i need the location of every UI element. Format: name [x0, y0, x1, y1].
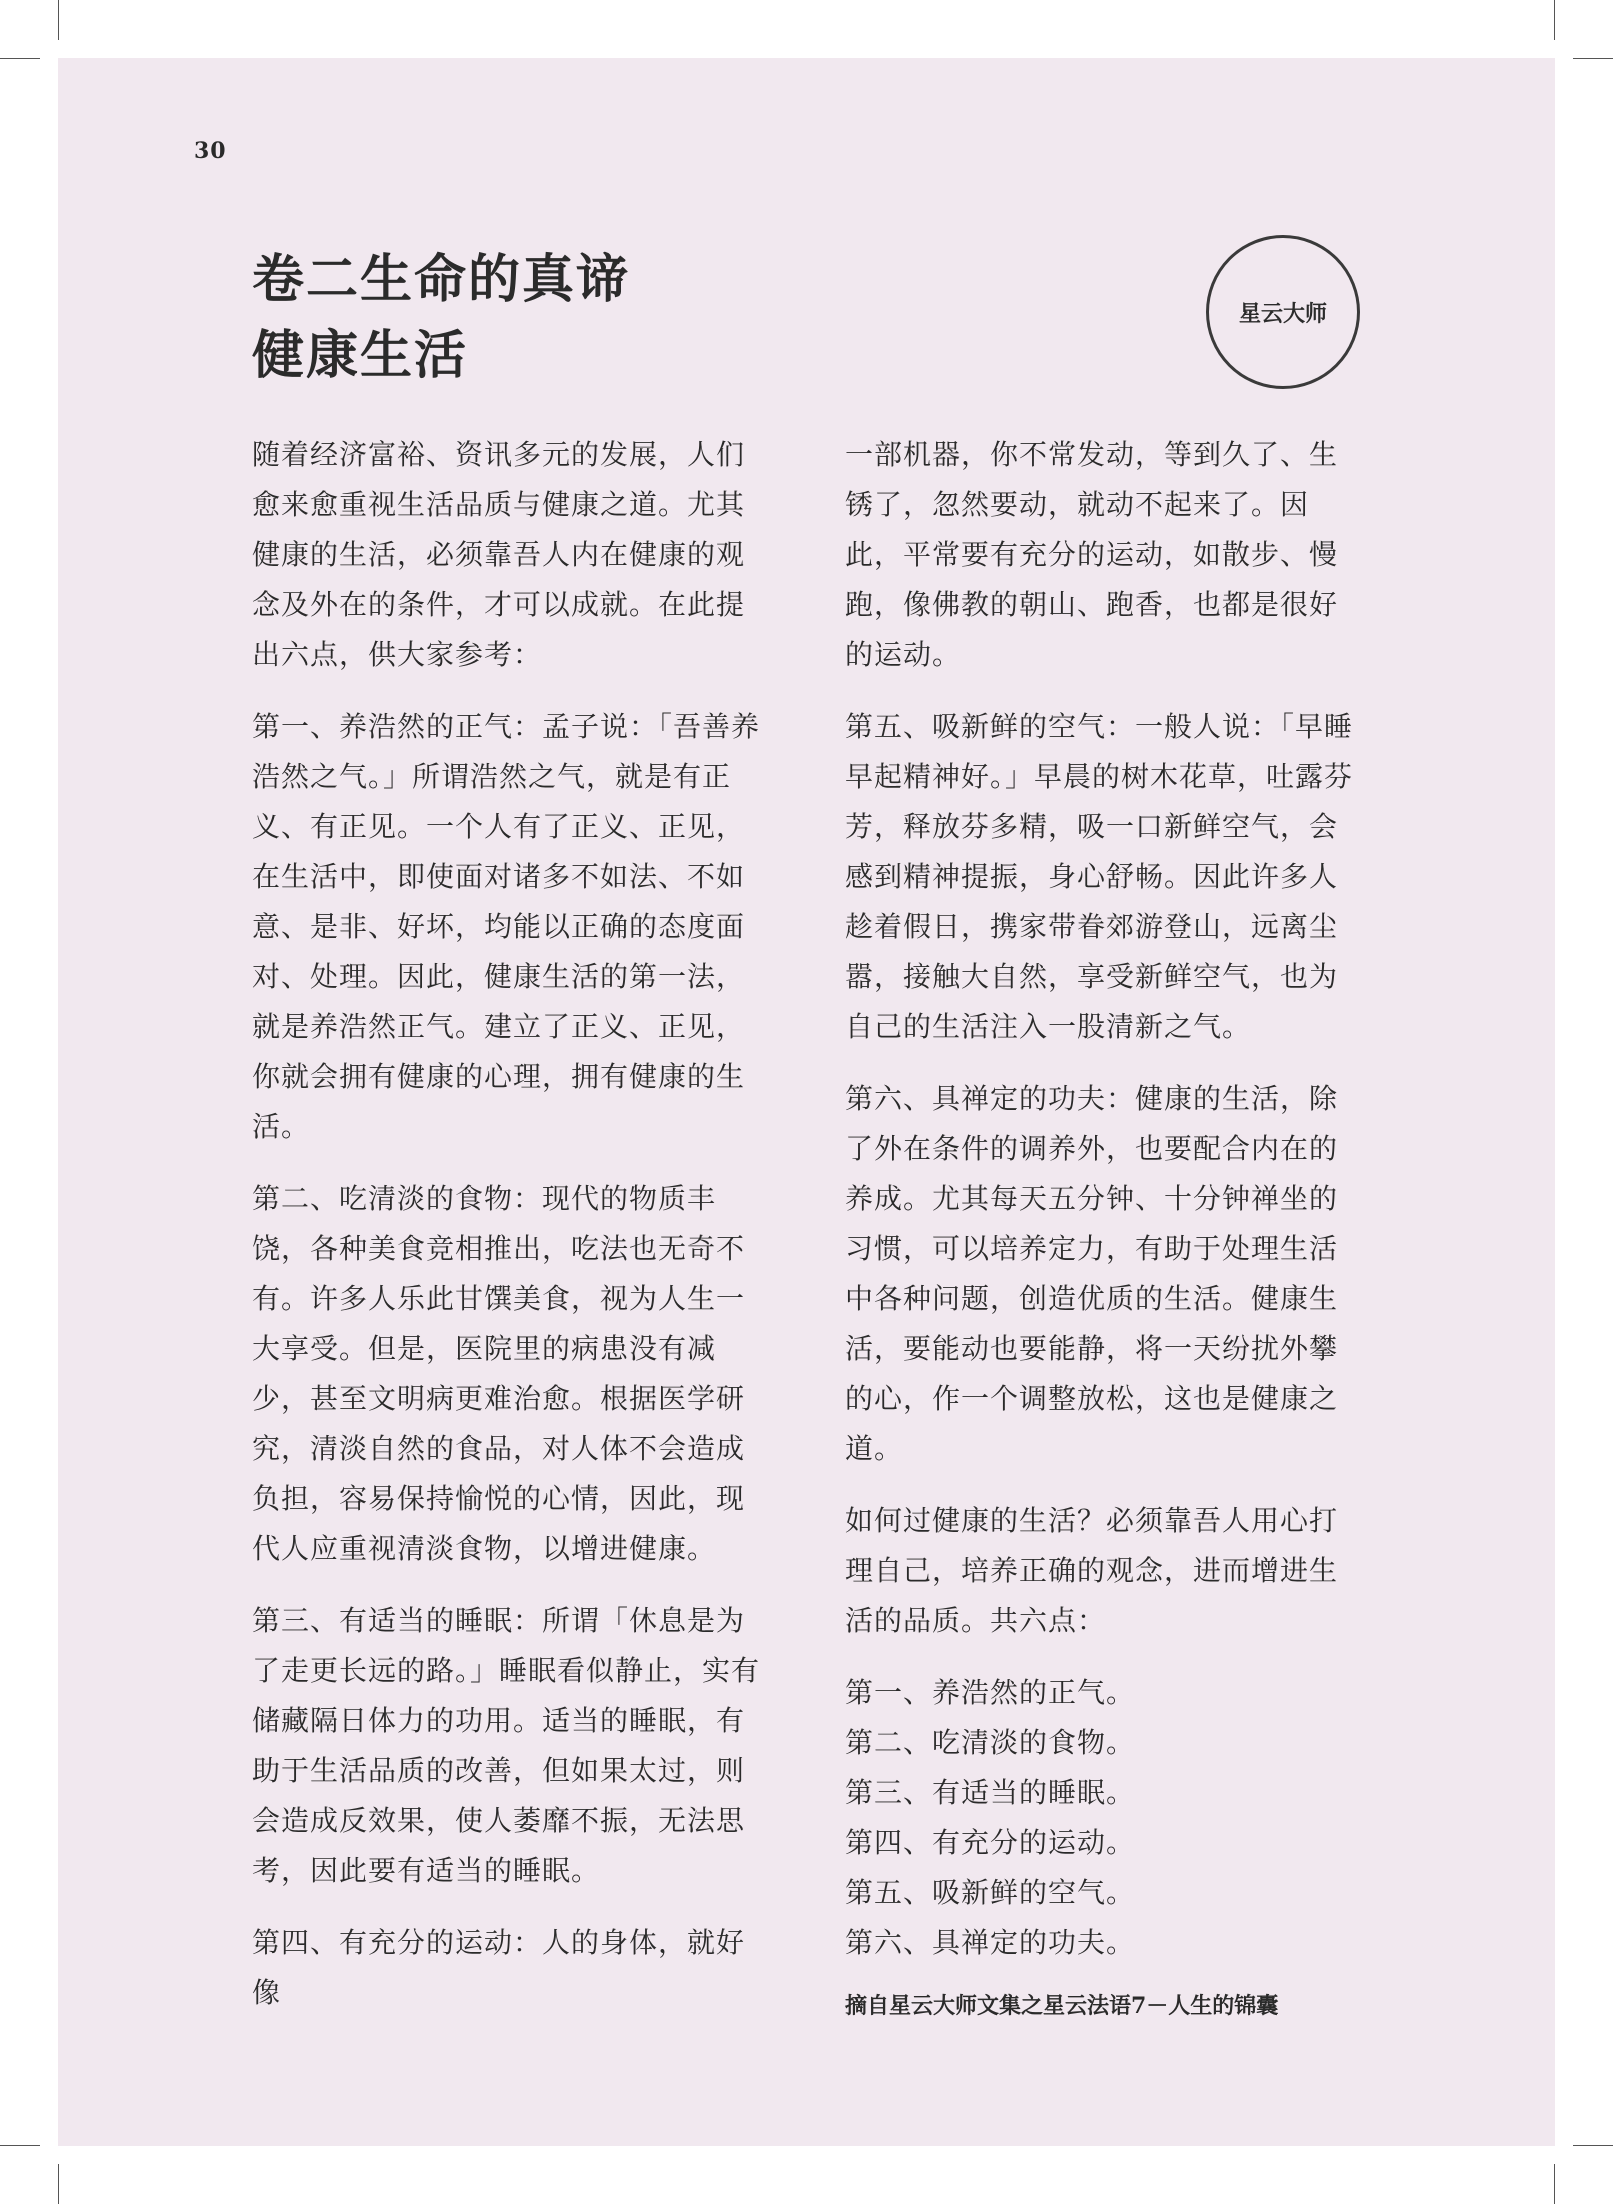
paragraph: 第五、吸新鲜的空气：一般人说：「早睡早起精神好。」早晨的树木花草，吐露芬芳，释放芬多精，吸一口新鲜空气，会感到精神提振，身心舒畅。因此许多人趁着假日，携家带眷郊游登山，远离尘嚣，接触大自然，享受新鲜空气，也为自己的生活注入一股清新之气。 — [845, 710, 1354, 1043]
list-item: 第四、有充分的运动。 — [845, 1826, 1136, 1859]
crop-mark — [1554, 0, 1555, 40]
paragraph: 第二、吃清淡的食物：现代的物质丰饶，各种美食竞相推出，吃法也无奇不有。许多人乐此甘馔美食，视为人生一大享受。但是，医院里的病患没有减少，甚至文明病更难治愈。根据医学研究，清淡自然的食品，对人体不会造成负担，容易保持愉悦的心情，因此，现代人应重视清淡食物，以增进健康。 — [252, 1182, 746, 1565]
crop-mark — [0, 58, 40, 59]
list-item: 第一、养浩然的正气。 — [845, 1676, 1136, 1709]
paragraph: 如何过健康的生活？必须靠吾人用心打理自己，培养正确的观念，进而增进生活的品质。共六点： — [845, 1504, 1339, 1637]
list-item: 第二、吃清淡的食物。 — [845, 1726, 1136, 1759]
crop-mark — [1573, 2145, 1613, 2146]
paragraph: 第三、有适当的睡眠：所谓「休息是为了走更长远的路。」睡眠看似静止，实有储藏隔日体力的功用。适当的睡眠，有助于生活品质的改善，但如果太过，则会造成反效果，使人萎靡不振，无法思考，因此要有适当的睡眠。 — [252, 1604, 761, 1887]
list-item: 第六、具禅定的功夫。 — [845, 1926, 1136, 1959]
author-name: 星云大师 — [1238, 300, 1327, 327]
list-item: 第三、有适当的睡眠。 — [845, 1776, 1136, 1809]
paragraph: 一部机器，你不常发动，等到久了、生锈了，忽然要动，就动不起来了。因此，平常要有充分的运动，如散步、慢跑，像佛教的朝山、跑香，也都是很好的运动。 — [845, 438, 1339, 671]
right-column — [845, 430, 1365, 2026]
crop-mark — [58, 0, 59, 40]
crop-mark — [0, 2145, 40, 2146]
paragraph: 第四、有充分的运动：人的身体，就好像 — [252, 1926, 746, 2009]
title-line-2: 健康生活 — [252, 325, 469, 386]
page-title — [252, 242, 630, 394]
page-number: 30 — [194, 138, 227, 164]
crop-mark — [1554, 2164, 1555, 2204]
summary-list — [845, 1668, 1365, 1968]
list-item: 第五、吸新鲜的空气。 — [845, 1876, 1136, 1909]
left-column — [252, 430, 772, 2040]
paragraph: 随着经济富裕、资讯多元的发展，人们愈来愈重视生活品质与健康之道。尤其健康的生活，必须靠吾人内在健康的观念及外在的条件，才可以成就。在此提出六点，供大家参考： — [252, 438, 746, 671]
crop-mark — [58, 2164, 59, 2204]
paragraph: 第一、养浩然的正气：孟子说：「吾善养浩然之气。」所谓浩然之气，就是有正义、有正见。一个人有了正义、正见，在生活中，即使面对诸多不如法、不如意、是非、好坏，均能以正确的态度面对、处理。因此，健康生活的第一法，就是养浩然正气。建立了正义、正见，你就会拥有健康的心理，拥有健康的生活。 — [252, 710, 761, 1143]
paragraph: 第六、具禅定的功夫：健康的生活，除了外在条件的调养外，也要配合内在的养成。尤其每天五分钟、十分钟禅坐的习惯，可以培养定力，有助于处理生活中各种问题，创造优质的生活。健康生活，要能动也要能静，将一天纷扰外攀的心，作一个调整放松，这也是健康之道。 — [845, 1082, 1339, 1465]
author-badge — [1206, 235, 1360, 389]
crop-mark — [1573, 58, 1613, 59]
source-citation: 摘自星云大师文集之星云法语7－人生的锦囊 — [845, 1993, 1279, 2019]
title-line-1: 卷二生命的真谛 — [252, 249, 631, 310]
